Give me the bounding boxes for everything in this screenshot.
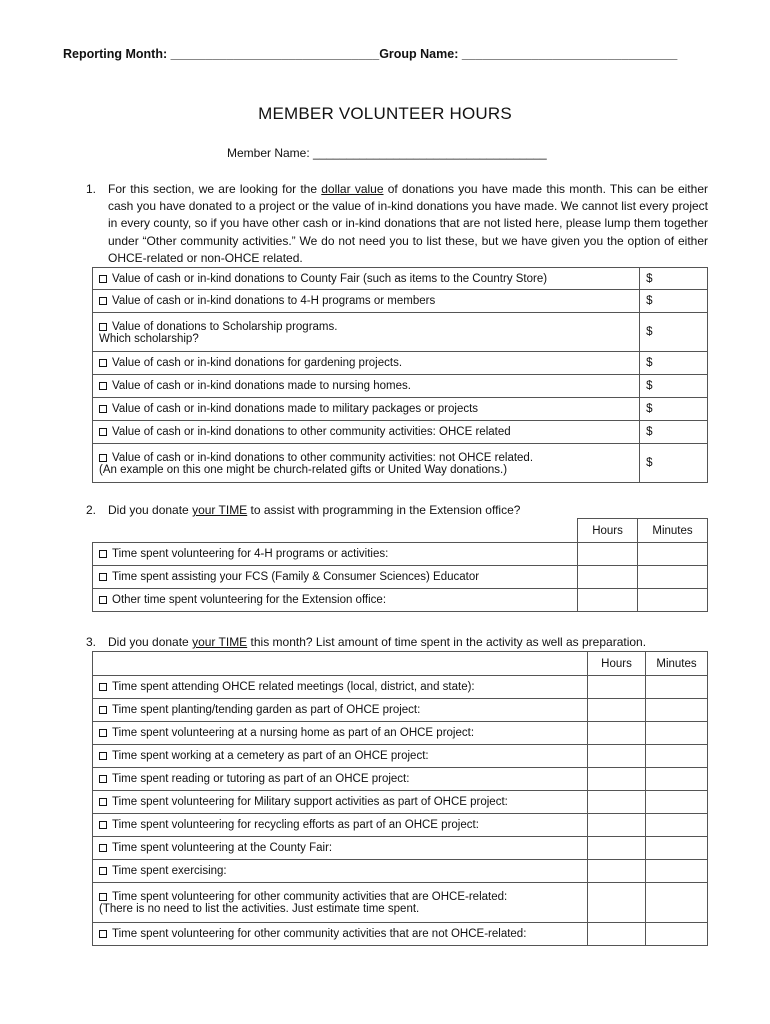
section1-row (93, 375, 708, 398)
section1-number: 1. (86, 182, 97, 196)
section2-text: Did you donate your TIME to assist with programming in the Extension office? (108, 503, 521, 517)
section1-row (93, 421, 708, 444)
dollar-sign: $ (646, 326, 653, 338)
section2-header-spacer (93, 519, 578, 543)
hours-field[interactable] (588, 791, 646, 814)
section3-item-label: Time spent exercising: (112, 865, 227, 877)
minutes-field[interactable] (646, 923, 708, 946)
section3-row (93, 860, 708, 883)
minutes-field[interactable] (638, 566, 708, 589)
section1-amount-field[interactable] (640, 313, 708, 352)
dollar-sign: $ (646, 357, 653, 369)
section1-label-cell (93, 444, 640, 483)
hours-field[interactable] (588, 883, 646, 923)
minutes-field[interactable] (646, 699, 708, 722)
section3-item-sublabel: (There is no need to list the activities. Just estimate time spent. (99, 902, 420, 915)
section1-table (92, 267, 708, 483)
section2-item-label: Time spent assisting your FCS (Family & Consumer Sciences) Educator (112, 571, 480, 583)
section1-item-label: Value of cash or in-kind donations to 4-H programs or members (112, 295, 436, 307)
section3-label-cell (93, 768, 588, 791)
section3-label-cell (93, 814, 588, 837)
section1-amount-field[interactable] (640, 268, 708, 290)
section3-item-label: Time spent volunteering at a nursing home as part of an OHCE project: (112, 727, 475, 739)
dollar-sign: $ (646, 272, 653, 285)
minutes-field[interactable] (646, 722, 708, 745)
minutes-field[interactable] (646, 860, 708, 883)
section3-text: Did you donate your TIME this month? List amount of time spent in the activity as well as preparation. (108, 635, 647, 649)
checkbox-icon[interactable] (99, 405, 107, 413)
section3-row (93, 722, 708, 745)
checkbox-icon[interactable] (99, 821, 107, 829)
section1-label-cell (93, 375, 640, 398)
section3-item-label: Time spent volunteering for recycling efforts as part of an OHCE project: (112, 819, 479, 831)
page-title: MEMBER VOLUNTEER HOURS (258, 104, 512, 123)
section3-row (93, 745, 708, 768)
dollar-sign: $ (646, 457, 653, 469)
checkbox-icon[interactable] (99, 844, 107, 852)
hours-field[interactable] (578, 589, 638, 612)
checkbox-icon[interactable] (99, 798, 107, 806)
section3-item-label: Time spent reading or tutoring as part of an OHCE project: (112, 773, 410, 785)
minutes-field[interactable] (646, 883, 708, 923)
section1-label-cell (93, 290, 640, 313)
section3-table (92, 651, 708, 946)
checkbox-icon[interactable] (99, 775, 107, 783)
section1-label-cell (93, 268, 640, 290)
section3-header-spacer (93, 652, 588, 676)
section3-item-label: Time spent volunteering for other community activities that are not OHCE-related: (112, 928, 527, 940)
section3-item-label: Time spent working at a cemetery as part of an OHCE project: (112, 750, 429, 762)
section1-amount-field[interactable] (640, 352, 708, 375)
section3-minutes-header: Minutes (646, 652, 708, 676)
minutes-field[interactable] (646, 768, 708, 791)
group-name-label: Group Name: (379, 47, 459, 61)
hours-field[interactable] (588, 837, 646, 860)
checkbox-icon[interactable] (99, 683, 107, 691)
hours-field[interactable] (588, 768, 646, 791)
dollar-sign: $ (646, 295, 653, 307)
section3-label-cell (93, 722, 588, 745)
dollar-sign: $ (646, 403, 653, 415)
section3-row (93, 923, 708, 946)
checkbox-icon[interactable] (99, 323, 107, 331)
checkbox-icon[interactable] (99, 550, 107, 558)
section3-label-cell (93, 837, 588, 860)
section1-row (93, 444, 708, 483)
section3-label-cell (93, 791, 588, 814)
section2-minutes-header: Minutes (638, 519, 708, 543)
section1-text: For this section, we are looking for the dollar value of donations you have made this month. This can be either cash you have donated to a project or the value of in-kind donations you have made. We cannot list every project in every county, so if you have other cash or in-kind donations that are not listed here, please lump them together under “Other community activities.” We do not need you to list these, but we have given you the option of either OHCE-related or non-OHCE related. (108, 182, 708, 265)
section1-amount-field[interactable] (640, 290, 708, 313)
section3-number: 3. (86, 635, 97, 649)
checkbox-icon[interactable] (99, 275, 107, 283)
reporting-month-field[interactable]: ______________________________ (170, 47, 380, 61)
section1-item-label: Value of donations to Scholarship programs. (112, 320, 338, 333)
section1-amount-field[interactable] (640, 444, 708, 483)
section1-item-label: Value of cash or in-kind donations made to military packages or projects (112, 403, 479, 415)
section1-row (93, 290, 708, 313)
section2-table (92, 518, 708, 612)
section1-emphasis: dollar value (321, 182, 384, 196)
section3-item-label: Time spent volunteering at the County Fair: (112, 842, 333, 854)
section1-label-cell (93, 421, 640, 444)
header-line (63, 47, 677, 61)
section1-item-label: Value of cash or in-kind donations to other community activities: not OHCE related. (112, 451, 534, 464)
section2-row (93, 543, 708, 566)
minutes-field[interactable] (646, 837, 708, 860)
section3-label-cell (93, 745, 588, 768)
section1-question (86, 181, 708, 267)
section3-row (93, 814, 708, 837)
hours-field[interactable] (588, 745, 646, 768)
section1-row (93, 352, 708, 375)
group-name-field[interactable]: _______________________________ (461, 47, 678, 61)
section3-label-cell (93, 676, 588, 699)
section2-label-cell (93, 543, 578, 566)
section3-label-cell (93, 923, 588, 946)
section3-item-label: Time spent volunteering for Military support activities as part of OHCE project: (112, 796, 508, 808)
section2-header-row (93, 519, 708, 543)
section3-hours-header: Hours (588, 652, 646, 676)
hours-field[interactable] (578, 543, 638, 566)
section2-item-label: Time spent volunteering for 4-H programs or activities: (112, 548, 389, 560)
section1-item-label: Value of cash or in-kind donations to County Fair (such as items to the Country Store) (112, 272, 548, 285)
checkbox-icon[interactable] (99, 706, 107, 714)
section1-row (93, 313, 708, 352)
checkbox-icon[interactable] (99, 893, 107, 901)
checkbox-icon[interactable] (99, 454, 107, 462)
checkbox-icon[interactable] (99, 382, 107, 390)
section1-item-sublabel: (An example on this one might be church-related gifts or United Way donations.) (99, 463, 508, 476)
checkbox-icon[interactable] (99, 729, 107, 737)
checkbox-icon[interactable] (99, 428, 107, 436)
member-name-label: Member Name: (227, 146, 310, 160)
section2-item-label: Other time spent volunteering for the Extension office: (112, 594, 387, 606)
minutes-field[interactable] (638, 589, 708, 612)
section3-header-row (93, 652, 708, 676)
section1-item-label: Value of cash or in-kind donations made to nursing homes. (112, 380, 411, 392)
section1-label-cell (93, 352, 640, 375)
checkbox-icon[interactable] (99, 596, 107, 604)
hours-field[interactable] (588, 676, 646, 699)
section1-amount-field[interactable] (640, 375, 708, 398)
section3-emphasis: your TIME (192, 635, 248, 649)
minutes-field[interactable] (646, 791, 708, 814)
checkbox-icon[interactable] (99, 930, 107, 938)
section3-row (93, 791, 708, 814)
section3-label-cell (93, 860, 588, 883)
member-name-field[interactable]: ___________________________________ (313, 146, 547, 160)
checkbox-icon[interactable] (99, 573, 107, 581)
hours-field[interactable] (588, 923, 646, 946)
minutes-field[interactable] (646, 814, 708, 837)
section1-row (93, 398, 708, 421)
hours-field[interactable] (588, 860, 646, 883)
minutes-field[interactable] (646, 676, 708, 699)
section2-row (93, 589, 708, 612)
section1-label-cell (93, 398, 640, 421)
checkbox-icon[interactable] (99, 297, 107, 305)
section3-row (93, 676, 708, 699)
section2-label-cell (93, 589, 578, 612)
hours-field[interactable] (588, 722, 646, 745)
section1-item-label: Value of cash or in-kind donations to other community activities: OHCE related (112, 426, 511, 438)
dollar-sign: $ (646, 380, 653, 392)
section2-label-cell (93, 566, 578, 589)
section3-row (93, 837, 708, 860)
minutes-field[interactable] (638, 543, 708, 566)
section2-hours-header: Hours (578, 519, 638, 543)
section2-number: 2. (86, 503, 97, 517)
section3-item-label: Time spent planting/tending garden as part of OHCE project: (112, 704, 421, 716)
section1-label-cell (93, 313, 640, 352)
section3-row (93, 883, 708, 923)
section3-item-label: Time spent attending OHCE related meetings (local, district, and state): (112, 681, 475, 693)
checkbox-icon[interactable] (99, 752, 107, 760)
section3-item-label: Time spent volunteering for other community activities that are OHCE-related: (112, 890, 508, 903)
section1-item-sublabel: Which scholarship? (99, 332, 199, 345)
hours-field[interactable] (588, 699, 646, 722)
hours-field[interactable] (578, 566, 638, 589)
section2-row (93, 566, 708, 589)
section1-amount-field[interactable] (640, 398, 708, 421)
dollar-sign: $ (646, 426, 653, 438)
member-name-line (227, 146, 547, 160)
section3-label-cell (93, 699, 588, 722)
section3-row (93, 699, 708, 722)
section2-emphasis: your TIME (192, 503, 248, 517)
section1-item-label: Value of cash or in-kind donations for gardening projects. (112, 357, 403, 369)
section1-row (93, 268, 708, 290)
checkbox-icon[interactable] (99, 359, 107, 367)
section3-row (93, 768, 708, 791)
checkbox-icon[interactable] (99, 867, 107, 875)
section1-amount-field[interactable] (640, 421, 708, 444)
hours-field[interactable] (588, 814, 646, 837)
section3-label-cell (93, 883, 588, 923)
reporting-month-label: Reporting Month: (63, 47, 168, 61)
minutes-field[interactable] (646, 745, 708, 768)
